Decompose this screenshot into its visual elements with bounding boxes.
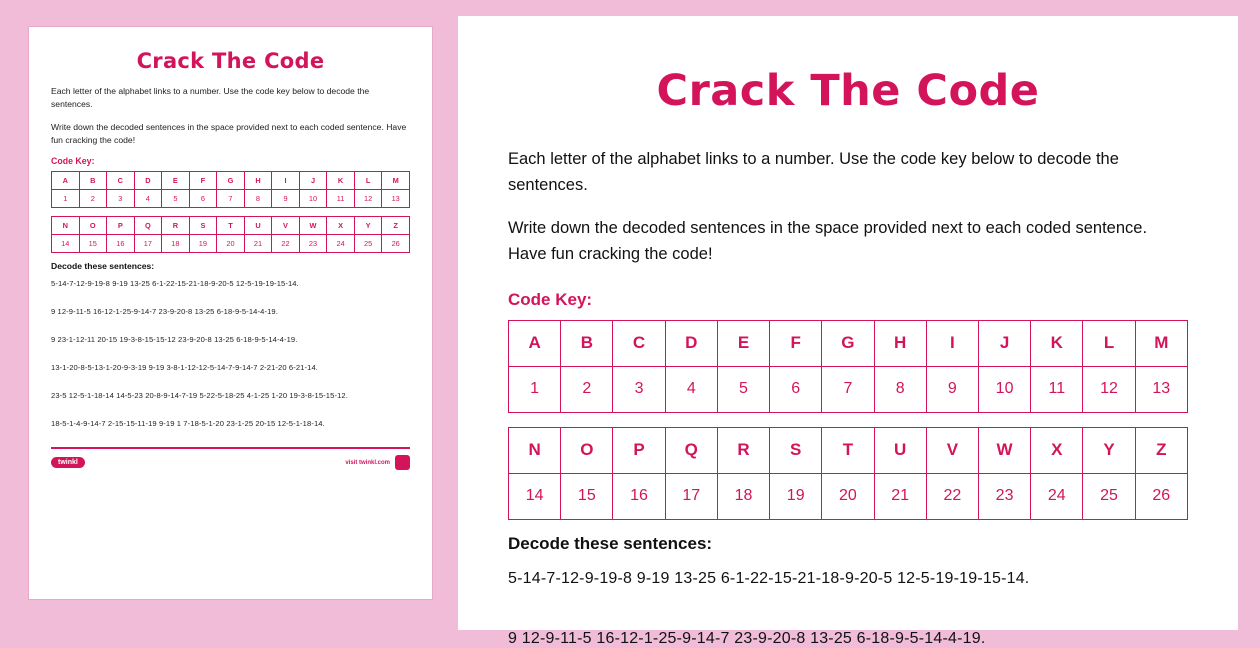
- thumbnail-coded-sentence: 18-5-1-4-9-14-7 2-15-15-11-19 9-19 1 7-18-5-1-20 23-1-25 20-15 12-5-1-18-14.: [51, 419, 325, 429]
- thumbnail-page[interactable]: [28, 26, 433, 600]
- thumbnail-coded-sentence: 23-5 12-5-1-18-14 14-5-23 20-8-9-14-7-19 5-22-5-18-25 4-1-25 1-20 19-3-8-15-15-12.: [51, 391, 348, 401]
- key-cell: 23: [978, 473, 1030, 519]
- thumbnail-intro-1: Each letter of the alphabet links to a number. Use the code key below to decode the sentences.: [51, 86, 370, 110]
- key-cell: 25: [1083, 473, 1135, 519]
- key-cell: 12: [1083, 366, 1135, 412]
- key-cell: R: [717, 427, 769, 473]
- key-cell: 4: [665, 366, 717, 412]
- key-cell: F: [189, 172, 217, 190]
- key-cell: D: [665, 320, 717, 366]
- footer-divider: [51, 447, 410, 449]
- key-cell: 17: [665, 473, 717, 519]
- key-cell: 18: [162, 235, 190, 253]
- thumbnail-page-title: Crack The Code: [136, 49, 325, 73]
- key-cell: A: [52, 172, 80, 190]
- key-cell: W: [299, 217, 327, 235]
- key-cell: 10: [978, 366, 1030, 412]
- thumbnail-footer: [51, 455, 410, 470]
- page-title: Crack The Code: [656, 66, 1040, 116]
- footer-right-group: [345, 455, 410, 470]
- thumbnail-coded-sentence: 9 12-9-11-5 16-12-1-25-9-14-7 23-9-20-8 13-25 6-18-9-5-14-4-19.: [51, 307, 278, 317]
- key-cell: 24: [327, 235, 355, 253]
- key-cell: K: [1031, 320, 1083, 366]
- key-cell: 22: [926, 473, 978, 519]
- key-cell: V: [926, 427, 978, 473]
- key-cell: A: [509, 320, 561, 366]
- key-cell: Z: [1135, 427, 1187, 473]
- key-cell: 20: [217, 235, 245, 253]
- thumbnail-code-key-label: Code Key:: [51, 156, 95, 167]
- key-cell: 3: [107, 190, 135, 208]
- table-row: [509, 366, 1188, 412]
- table-row: [509, 320, 1188, 366]
- key-cell: S: [770, 427, 822, 473]
- key-cell: U: [244, 217, 272, 235]
- key-cell: N: [509, 427, 561, 473]
- key-cell: X: [327, 217, 355, 235]
- key-cell: 8: [874, 366, 926, 412]
- decode-label: Decode these sentences:: [508, 533, 713, 553]
- key-cell: 8: [244, 190, 272, 208]
- key-cell: V: [272, 217, 300, 235]
- key-cell: 15: [79, 235, 107, 253]
- key-cell: 3: [613, 366, 665, 412]
- key-cell: 23: [299, 235, 327, 253]
- code-key-label: Code Key:: [508, 289, 593, 309]
- key-cell: E: [162, 172, 190, 190]
- key-cell: E: [717, 320, 769, 366]
- key-cell: 16: [107, 235, 135, 253]
- key-cell: 11: [327, 190, 355, 208]
- key-cell: B: [561, 320, 613, 366]
- key-cell: 13: [1135, 366, 1187, 412]
- key-cell: O: [561, 427, 613, 473]
- key-cell: 18: [717, 473, 769, 519]
- coded-sentence: 5-14-7-12-9-19-8 9-19 13-25 6-1-22-15-21-18-9-20-5 12-5-19-19-15-14.: [508, 569, 1030, 587]
- key-cell: 2: [79, 190, 107, 208]
- key-cell: S: [189, 217, 217, 235]
- key-cell: C: [107, 172, 135, 190]
- key-cell: 19: [189, 235, 217, 253]
- key-cell: 26: [382, 235, 410, 253]
- key-cell: 5: [717, 366, 769, 412]
- key-cell: L: [1083, 320, 1135, 366]
- thumbnail-intro-2: Write down the decoded sentences in the space provided next to each coded sentence. Have fun cracking the code!: [51, 121, 407, 145]
- key-cell: 1: [509, 366, 561, 412]
- key-cell: 13: [382, 190, 410, 208]
- key-cell: H: [874, 320, 926, 366]
- key-cell: Y: [354, 217, 382, 235]
- key-cell: K: [327, 172, 355, 190]
- key-cell: G: [217, 172, 245, 190]
- key-cell: I: [926, 320, 978, 366]
- key-cell: T: [822, 427, 874, 473]
- key-cell: 14: [509, 473, 561, 519]
- thumbnail-coded-sentence: 13-1-20-8-5-13-1-20-9-3-19 9-19 3-8-1-12-12-5-14-7-9-14-7 2-21-20 6-21-14.: [51, 363, 318, 373]
- key-cell: 5: [162, 190, 190, 208]
- key-cell: M: [1135, 320, 1187, 366]
- key-cell: X: [1031, 427, 1083, 473]
- key-cell: U: [874, 427, 926, 473]
- key-cell: 22: [272, 235, 300, 253]
- twinkl-logo: twinkl: [51, 457, 85, 468]
- key-cell: 21: [244, 235, 272, 253]
- key-cell: 24: [1031, 473, 1083, 519]
- heart-icon: [395, 455, 410, 470]
- key-cell: Z: [382, 217, 410, 235]
- thumbnail-coded-sentence: 5-14-7-12-9-19-8 9-19 13-25 6-1-22-15-21-18-9-20-5 12-5-19-19-15-14.: [51, 279, 299, 289]
- key-cell: 15: [561, 473, 613, 519]
- key-cell: H: [244, 172, 272, 190]
- key-cell: C: [613, 320, 665, 366]
- key-cell: 6: [770, 366, 822, 412]
- key-cell: P: [613, 427, 665, 473]
- code-key-table-2: [508, 427, 1188, 520]
- key-cell: G: [822, 320, 874, 366]
- key-cell: B: [79, 172, 107, 190]
- key-cell: 7: [822, 366, 874, 412]
- key-cell: 6: [189, 190, 217, 208]
- key-cell: 9: [272, 190, 300, 208]
- key-cell: D: [134, 172, 162, 190]
- key-cell: W: [978, 427, 1030, 473]
- table-row: [52, 217, 410, 235]
- key-cell: 25: [354, 235, 382, 253]
- table-row: [52, 190, 410, 208]
- key-cell: 2: [561, 366, 613, 412]
- intro-paragraph-2: Write down the decoded sentences in the space provided next to each coded sentence. Have fun cracking the code!: [508, 218, 1148, 264]
- key-cell: 26: [1135, 473, 1187, 519]
- key-cell: Q: [665, 427, 717, 473]
- key-cell: M: [382, 172, 410, 190]
- key-cell: P: [107, 217, 135, 235]
- key-cell: Q: [134, 217, 162, 235]
- key-cell: 1: [52, 190, 80, 208]
- key-cell: N: [52, 217, 80, 235]
- table-row: [509, 473, 1188, 519]
- key-cell: 14: [52, 235, 80, 253]
- table-row: [52, 235, 410, 253]
- thumbnail-code-key-table-1: [51, 171, 410, 208]
- key-cell: R: [162, 217, 190, 235]
- key-cell: F: [770, 320, 822, 366]
- key-cell: T: [217, 217, 245, 235]
- table-row: [509, 427, 1188, 473]
- key-cell: J: [299, 172, 327, 190]
- key-cell: 9: [926, 366, 978, 412]
- key-cell: 12: [354, 190, 382, 208]
- key-cell: L: [354, 172, 382, 190]
- key-cell: 7: [217, 190, 245, 208]
- key-cell: 11: [1031, 366, 1083, 412]
- table-row: [52, 172, 410, 190]
- coded-sentence: 9 12-9-11-5 16-12-1-25-9-14-7 23-9-20-8 13-25 6-18-9-5-14-4-19.: [508, 629, 986, 647]
- key-cell: I: [272, 172, 300, 190]
- thumbnail-code-key-table-2: [51, 216, 410, 253]
- key-cell: 20: [822, 473, 874, 519]
- key-cell: J: [978, 320, 1030, 366]
- intro-paragraph-1: Each letter of the alphabet links to a number. Use the code key below to decode the sentences.: [508, 150, 1119, 195]
- key-cell: 19: [770, 473, 822, 519]
- key-cell: O: [79, 217, 107, 235]
- key-cell: 21: [874, 473, 926, 519]
- key-cell: 16: [613, 473, 665, 519]
- key-cell: 4: [134, 190, 162, 208]
- worksheet-page[interactable]: [458, 16, 1238, 647]
- visit-url-text: visit twinkl.com: [345, 459, 390, 466]
- thumbnail-coded-sentence: 9 23-1-12-11 20-15 19-3-8-15-15-12 23-9-20-8 13-25 6-18-9-5-14-4-19.: [51, 335, 298, 345]
- key-cell: Y: [1083, 427, 1135, 473]
- code-key-table-1: [508, 320, 1188, 413]
- thumbnail-decode-label: Decode these sentences:: [51, 261, 155, 272]
- key-cell: 10: [299, 190, 327, 208]
- key-cell: 17: [134, 235, 162, 253]
